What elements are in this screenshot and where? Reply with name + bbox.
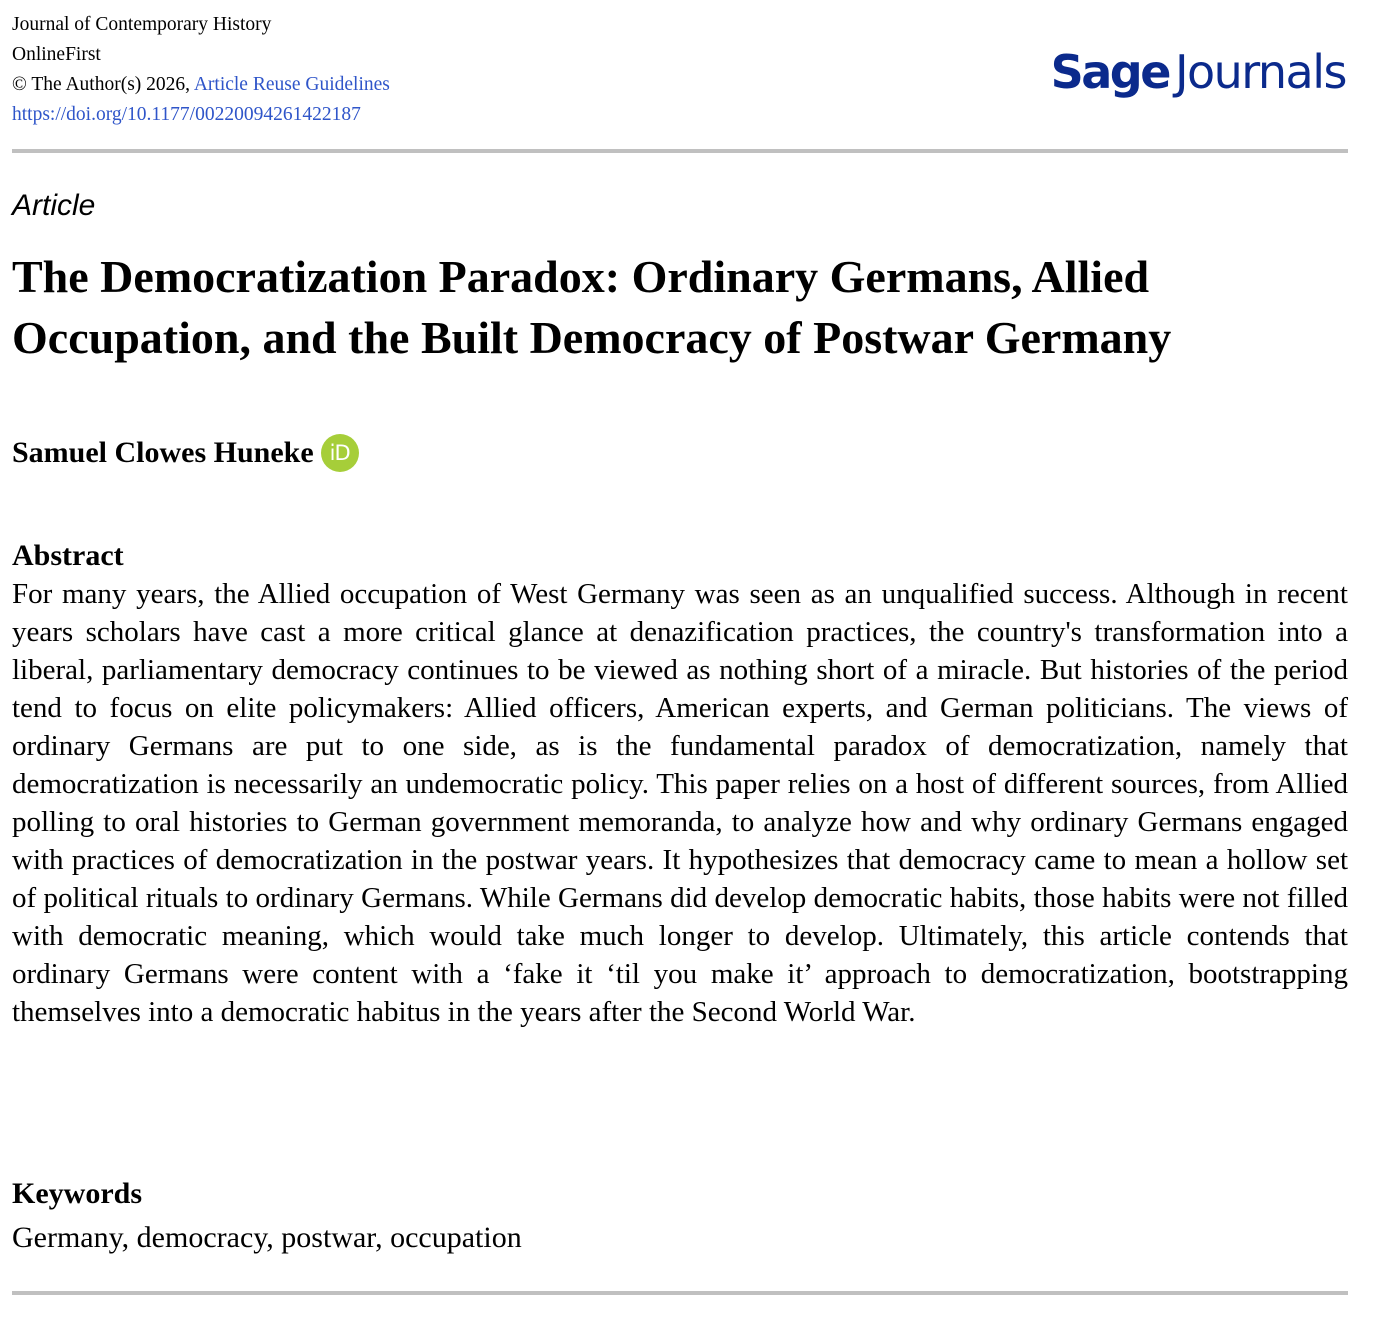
article-title: The Democratization Paradox: Ordinary Germans, Allied Occupation, and the Built Democracy of Postwar Germany — [12, 251, 1172, 363]
publication-status: OnlineFirst — [12, 44, 101, 65]
keywords-heading: Keywords — [12, 1177, 142, 1210]
copyright-text: © The Author(s) 2026, — [12, 74, 194, 95]
logo-product: Journals — [1174, 45, 1346, 99]
header-divider — [12, 149, 1348, 153]
orcid-icon[interactable]: iD — [321, 434, 359, 472]
reuse-guidelines-link[interactable]: Article Reuse Guidelines — [193, 74, 390, 95]
logo-brand: Sage — [1050, 45, 1169, 99]
footer-divider — [12, 1291, 1348, 1295]
journal-meta — [12, 10, 390, 130]
author-name[interactable]: Samuel Clowes Huneke — [12, 436, 314, 469]
sage-journals-logo[interactable] — [1051, 44, 1346, 100]
abstract-text: For many years, the Allied occupation of West Germany was seen as an unqualified success. Although in recent years scholars have cast a more critical glance at denazification practices, the country's transformation into a liberal, parliamentary democracy continues to be viewed as nothing short of a miracle. But histories of the period tend to focus on elite policymakers: Allied officers, American experts, and German politicians. The views of ordinary Germans are put to one side, as is the fundamental paradox of democratization, namely that democratization is necessarily an undemocratic policy. This paper relies on a host of different sources, from Allied polling to oral histories to German government memoranda, to analyze how and why ordinary Germans engaged with practices of democratization in the postwar years. It hypothesizes that democracy came to mean a hollow set of political rituals to ordinary Germans. While Germans did develop democratic habits, those habits were not filled with democratic meaning, which would take much longer to develop. Ultimately, this article contends that ordinary Germans were content with a ‘fake it ‘til you make it’ approach to democratization, bootstrapping themselves into a democratic habitus in the years after the Second World War. — [12, 578, 1348, 1028]
abstract-heading: Abstract — [12, 539, 124, 572]
author-line — [12, 434, 359, 472]
copyright-line — [12, 70, 390, 100]
keywords-list: Germany, democracy, postwar, occupation — [12, 1221, 522, 1254]
article-type: Article — [12, 189, 96, 222]
journal-name: Journal of Contemporary History — [12, 14, 272, 35]
doi-link[interactable]: https://doi.org/10.1177/00220094261422187 — [12, 104, 361, 125]
